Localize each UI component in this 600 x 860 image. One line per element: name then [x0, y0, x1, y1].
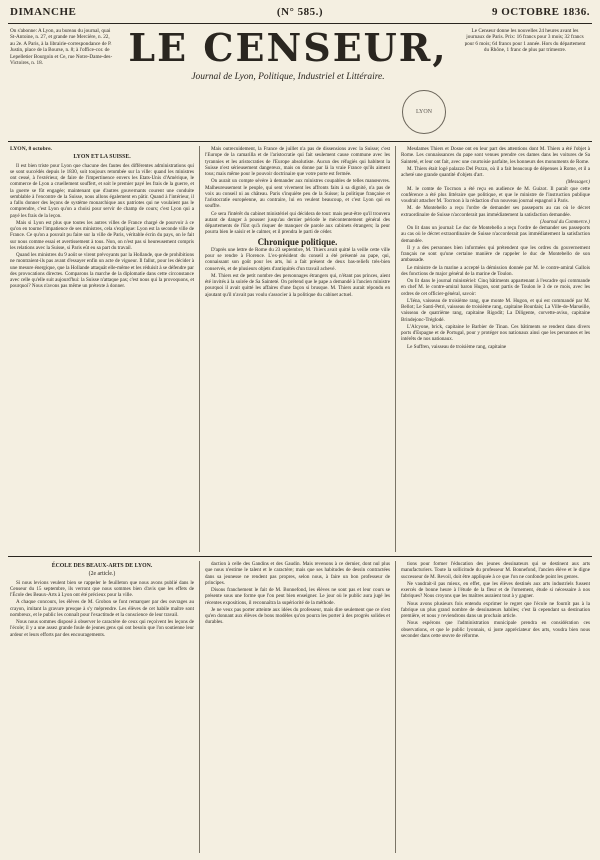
feuilleton-column-3 [401, 561, 590, 853]
article-paragraph: M. le comte de Tocrnon a été reçu en audience de M. Guizot. Il paraît que cette conférence a été plus littéraire que politique, et que le ministre de l'instruction publique voudrait attacher M. Tocrnon à la rédaction d'un nouveau journal espagnol à Paris. [401, 185, 590, 204]
article-paragraph: Mais si Lyon est plus que toutes les autres villes de France chargé de pourvoir à ce qu'on en tourne l'impatience de ses ministres, cela s'explique: Lyon est la seconde ville de France. Ce qu'on a pouvait pu faire sur la ville de Paris, véritable écrin du pays, on le fait sur nous comme essai et avertissement à tous. Non, on n'est pas si heureusement compris les relations avec la Suisse, si Paris eût eu sa part du travail. [10, 219, 194, 251]
issue-day: DIMANCHE [10, 6, 77, 18]
feuilleton-paragraph: daction à celle des Gandins et des Gaudin. Mais revenons à ce dernier, dont nul plus que nous n'estime le talent et le caractère; mais que ses habitudes de dessin contractées dans sa jeunesse ne rendent pas propres, selon nous, à faire un bon professeur de principes. [205, 561, 390, 586]
article-paragraph: M. Thiers est de petit nombre des personnages étrangers qui, n'étant pas princes, aient été invités à la soirée de Sa Sainteté. On prétend que le pape a demandé à l'ancien ministre pourquoi il avait quitté les affaires d'une façon si brusque. M. Thiers aurait répondu en ajoutant qu'il n'avait pas voulu s'associer à la politique du cabinet actuel. [205, 272, 390, 298]
issue-number: (N° 585.) [276, 6, 324, 18]
feuilleton-paragraph: A chaque concours, les élèves de M. Grobon se font remarquer par des ouvrages au crayon, imitant la gravure presque à s'y méprendre. Les élèves de cet habile maître sont nombreux, et le public les connaît pour l'exactitude et la conscience de leur travail. [10, 599, 194, 618]
source-attribution: (Journal du Commerce.) [539, 218, 590, 225]
feuilleton-paragraph: Si nous levions veulent bien se rappeler le feuilleton que nous avons publié dans le Censeur du 15 septembre, ils verront que nous sommes bien d'avis que les effets de l'École des Beaux-Arts à Lyon ont été précieux pour la ville. [10, 579, 194, 598]
article-paragraph: Mesdames Thiers et Dosne ont en leur part des attentions dont M. Thiers a été l'objet à Rome. Les connaissances du pape sont venues prendre ces dames dans les voitures de Sa Sainteté, et leur ont fait, avec une courtoisie parfaite, les honneurs des monuments de Rome. [401, 146, 590, 165]
source-attribution: (Messager.) [566, 179, 590, 186]
dateline: LYON, 8 octobre. [10, 146, 52, 152]
column-divider [199, 561, 200, 853]
feuilleton-paragraph: Nous nous sommes disposé à observer le caractère de ceux qui reçoivent les leçons de l'école; il y a une assez grande foule de jeunes gens qui ont besoin que l'on soutienne leur ardeur et leurs efforts par des encouragements. [10, 619, 194, 638]
top-bar [10, 6, 590, 22]
column-1 [10, 146, 194, 552]
news-item: Le Suffren, vaisseau de troisième rang, capitaine [407, 343, 507, 350]
masthead-rule [8, 141, 592, 142]
article-paragraph: Il est bien triste pour Lyon que chacune des fautes des différentes administrations qui se sont succédés depuis le 1830, soit toujours retombée sur la ville: quand les ministres ont cessé, à l'extérieur, de faire de l'impertinence envers les Etats-Unis d'Amérique, le commerce de Lyon a cruellement souffert, et soit le premier payé les frais de la guerre, et la guerre se fût engagée; maintenant que d'autres gouvernants courent une conduite semblable à l'encontre de la Suisse, nous allons également en pâtir. Quand à l'intérieur, il a fallu donner des leçons de système monarchique aux patriotes qui ne voulaient pas le comprendre, c'est Lyon qu'on a choisi pour servir de champ de cours; c'est Lyon qui a payé les frais de la leçon. [10, 162, 194, 219]
article-paragraph: M. de Montebello a reçu l'ordre de demander ses passeports au cas où le décret extraordinaire de Suisse n'accorderait pas immédiatement la satisfaction demandée. [401, 205, 590, 218]
newspaper-title: LE CENSEUR, [128, 25, 448, 70]
article-paragraph: Mais outrecuidement, la France de juillet n'a pas de dissensions avec la Suisse; c'est l'Europe de la camarilla et de l'aristocratie qui fait seulement cause commune avec les tyrannies et les aristocraties de l'Europe absolutiste. Aucun des réfugiés qui habitent la Suisse n'est sérieusement dangereux, mais on donne par là la vraie France qu'ils aiment tous; mais même pour le pouvoir doctrinaire que votre porte est fermée. [205, 146, 390, 177]
feuilleton-paragraph: Disons franchement le fait de M. Bonnefond, les élèves ne sont pas et leur cours se présente sous une forme que l'on peut bien enseigner. Le jour où le public aura jugé les récentes expositions, il reconnaîtra la supériorité de la méthode. [205, 587, 390, 606]
article-paragraph: Quand les ministres du 9 août se virent prévoyants par la Hollande, que de prohibitions ne montraient-ils pas avant d'essayer enfin un acte de vigueur. Il fallut, pour les décider à une mesure énergique, que la Hollande attaquât elle-même et les réduisit à se défendre par des provocations directes. Comparons la marche de la diplomatie dans cette circonstance avec celle qu'elle suit aujourd'hui: la Suisse n'attaque pas; c'est nous qui la provoquons, et pourquoi? Nous n'avons pas même un prétexte à donner. [10, 252, 194, 290]
feuilleton-column-2 [205, 561, 390, 853]
subscription-info-right: Le Censeur donne les nouvelles 24 heures avant les journaux de Paris. Prix: 16 francs pour 3 mois; 32 francs pour 6 mois; 64 francs pour 1 année. Hors du département du Rhône, 1 franc de plus par trimestre. [464, 28, 586, 54]
feuilleton-paragraph: tions pour former l'éducation des jeunes dessinateurs qui se destinent aux arts manufacturiers. Toute la sollicitude du professeur M. Bonnefond, l'ancien élève et le digne successeur de M. Revoil, doit être appliquée à ce que l'on ne confonde point les genres. [401, 561, 590, 580]
feuilleton-paragraph: Nous avons plusieurs fois entendu exprimer le regret que l'école ne fournît pas à la fabrique un plus grand nombre de dessinateurs habiles; c'est là cependant sa destination première, et nous y reviendrons dans un prochain article. [401, 600, 590, 619]
article-paragraph: D'après une lettre de Rome du 23 septembre, M. Thiers avait quitté la veille cette ville pour se rendre à Florence. L'ex-président du conseil a été présenté au pape, qui, connaissant son goût pour les arts, lui a fait présent de deux bas-reliefs très-bien conservés, et de plusieurs objets d'antiquités d'un travail achevé. [205, 246, 390, 272]
feuilleton-paragraph: Ne vaudrait-il pas mieux, en effet, que les élèves destinés aux arts industriels fussent exercés de bonne heure à l'étude de la fleur et de l'ornement, étude si nécessaire à nos fabriques? Nous croyons que les maîtres auraient tout à y gagner. [401, 580, 590, 600]
masthead [118, 26, 458, 82]
article-paragraph: M. Thiers était logé palazzo Del Pozzo, où il a fait beaucoup de dépenses à Rome, et il a acheté une grande quantité d'objets d'art. [401, 165, 590, 178]
seal-text: LYON [415, 109, 433, 115]
issue-date: 9 OCTOBRE 1836. [491, 6, 590, 18]
column-2 [205, 146, 390, 552]
article-heading-lyon-suisse: LYON ET LA SUISSE. [73, 154, 131, 161]
lyon-seal [402, 90, 446, 134]
article-paragraph: On aurait un compte sévère à demander aux ministres coupables de telles manœuvres. Malheureusement le peuple, qui sent vivement les affronts faits à sa dignité, n'a pas de voix au conseil ni au château. Paris s'inquiète peu de la Suisse; la politique française et l'aristocratie européenne, au contraire, lui en veulent beaucoup, et c'est Lyon qui en souffre. [205, 178, 390, 210]
news-item: L'Alcyone, brick, capitaine le Barbier de Tinan. Ces bâtiments se rendent dans divers ports d'Espagne et de Portugal, pour y protéger nos nationaux ainsi que les personnes et les intérêts de nos nationaux. [401, 323, 590, 343]
chronique-politique-title: Chronique politique. [257, 236, 338, 247]
column-divider [395, 146, 396, 552]
feuilleton-rule [8, 556, 592, 557]
ecole-subheading: (2e article.) [88, 571, 116, 578]
feuilleton-paragraph: Je ne veux pas porter atteinte aux idées du professeur, mais dire seulement que ce n'est qu'en donnant aux élèves de bons modèles qu'on pourra les porter à des progrès solides et durables. [205, 606, 390, 626]
feuilleton-paragraph: Nous espérons que l'administration municipale prendra en considération ces observations, et que le public lyonnais, si juste appréciateur des arts, voudra bien nous seconder dans cette œuvre de réforme. [401, 620, 590, 639]
news-item: On lit dans un journal: Le duc de Montebello a reçu l'ordre de demander ses passeports au cas où le décret extraordinaire de Suisse n'accorderait pas immédiatement la satisfaction demandée. [401, 225, 590, 244]
news-item: L'Iéna, vaisseau de troisième rang, que monte M. Hugon, et qui est commandé par M. Bellot; Le Santi-Petri, vaisseau de troisième rang, capitaine Bourdais; La Ville-de-Marseille, vaisseau de quatrième rang, capitaine Rigodit; La Diligente, corvette-aviso, capitaine Brindejonc-Tréglodé. [401, 297, 590, 323]
article-paragraph: Ce sera l'intérêt du cabinet ministériel qui décidera de tout: mais peut-être qu'il trouvera autant de danger à pousser jusqu'au dernier période le mécontentement général des départements de l'Est qu'à risquer de manquer de parole aux cabinets étrangers; la peur pourra bien le saisir et le calmer, et il prendra le parti de céder. [205, 210, 390, 236]
column-divider [199, 146, 200, 552]
column-divider [395, 561, 396, 853]
news-item: Il y a des personnes bien informées qui prétendent que les ordres du gouvernement français ne sont qu'une certaine manière de rappeler le duc de Montebello de son ambassade. [401, 244, 590, 264]
top-rule [8, 23, 592, 24]
news-item: Le ministre de la marine a accepté la démission donnée par M. le contre-amiral Gallois des fonctions de major général de la marine de Toulon. [401, 264, 590, 277]
feuilleton-column-1 [10, 561, 194, 853]
column-3 [401, 146, 590, 552]
subscription-info-left: On s'abonne: A Lyon, au bureau du journal, quai St-Antoine, n. 27, et grande rue Mercière, n. 22, au 2e. A Paris, à la librairie-correspondance de P. Justin, place de la Bourse, n. 8; à l'office-cor. de Lepelletier Bourgoin et Ce, rue Notre-Dame-des-Victoires, n. 18. [10, 28, 113, 67]
news-item: On lit dans le journal ministériel: Cinq bâtiments appartenant à l'escadre qui commande en chef M. le contre-amiral baron Hugon, sont partis de Toulon le 3 de ce mois, avec les ordres de cet officier-général, savoir: [401, 278, 590, 297]
ecole-beaux-arts-heading: ÉCOLE DES BEAUX-ARTS DE LYON. [51, 563, 153, 569]
newspaper-subtitle: Journal de Lyon, Politique, Industriel et Littéraire. [191, 72, 385, 82]
